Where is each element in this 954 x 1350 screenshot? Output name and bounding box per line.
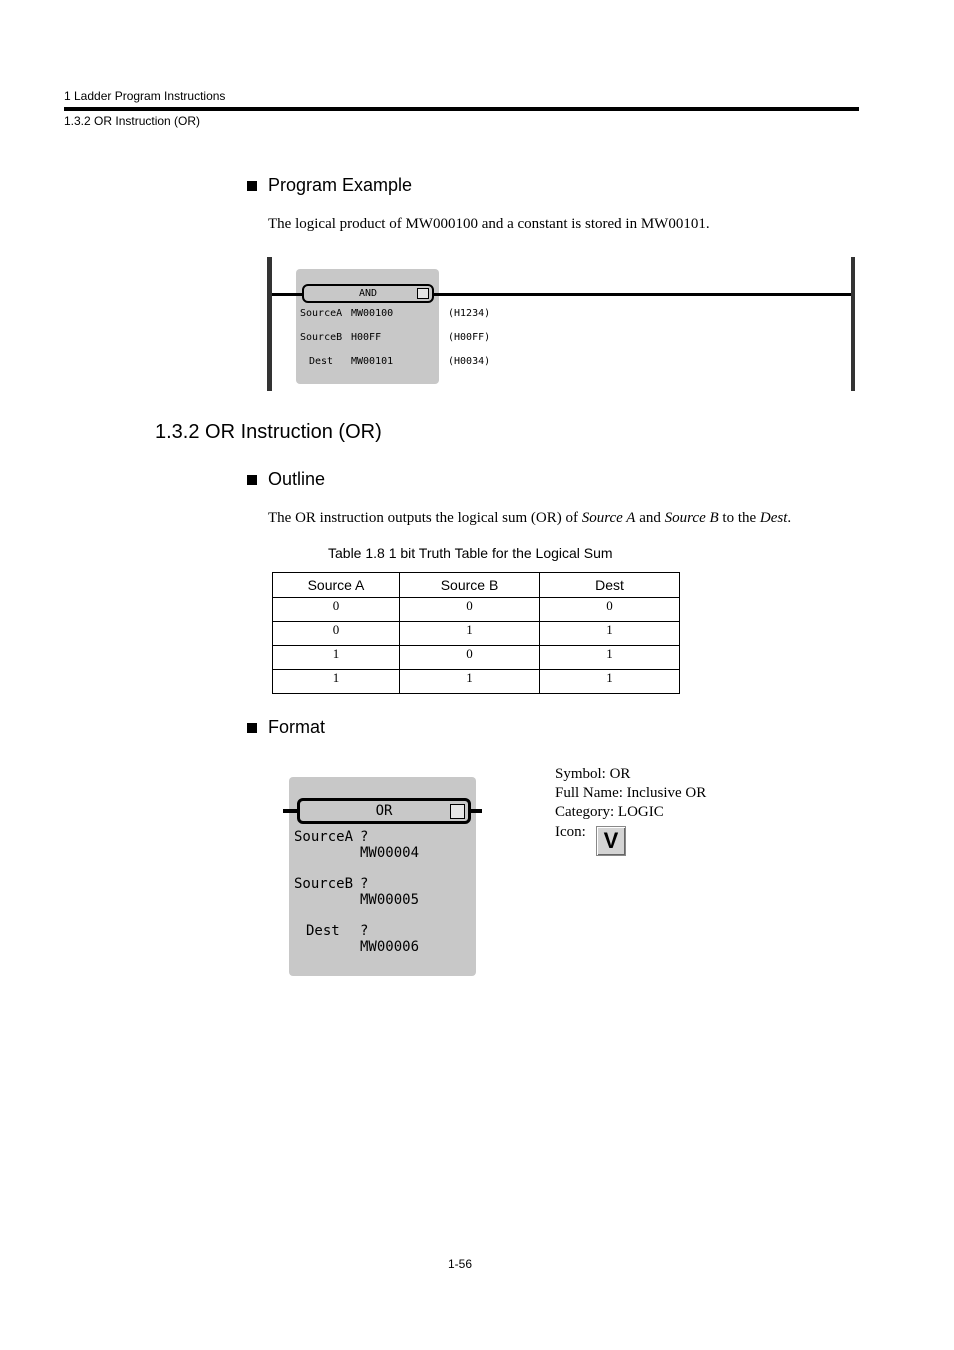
- outline-to-the: to the: [718, 510, 760, 526]
- outline-and: and: [635, 510, 665, 526]
- or-instruction-icon: [596, 826, 626, 856]
- outline-dest: Dest: [759, 510, 788, 526]
- or-icon-glyph: V: [603, 828, 619, 853]
- and-row-sourcea-comment: (H1234): [448, 308, 491, 319]
- or-row-sourceb-label: SourceB: [294, 876, 354, 892]
- table-cell: 0: [400, 646, 540, 670]
- table-cell: 0: [540, 598, 680, 622]
- table-caption: Table 1.8 1 bit Truth Table for the Logical Sum: [328, 545, 613, 561]
- outline-heading: [247, 469, 325, 490]
- table-row: [273, 622, 680, 646]
- or-row-sourceb-value: MW00005: [360, 892, 420, 908]
- or-row-dest-q: ?: [360, 923, 369, 939]
- table-cell: 0: [400, 598, 540, 622]
- and-row-dest-value: MW00101: [351, 356, 394, 367]
- right-wire: [433, 293, 851, 296]
- and-row-sourceb-comment: (H00FF): [448, 332, 491, 343]
- and-row-sourceb-value: H00FF: [351, 332, 382, 343]
- or-block-titlebar: [297, 798, 471, 824]
- right-power-rail: [851, 257, 855, 391]
- or-row-dest-label: Dest: [306, 923, 340, 939]
- and-row-sourceb-label: SourceB: [300, 332, 343, 343]
- and-row-dest-label: Dest: [309, 356, 334, 367]
- table-cell: 0: [273, 622, 400, 646]
- format-full-name: Full Name: Inclusive OR: [555, 785, 707, 801]
- or-row-dest-value: MW00006: [360, 939, 420, 955]
- bullet-square-icon: [247, 181, 257, 191]
- table-row: [273, 670, 680, 694]
- program-example-heading-text: Program Example: [268, 175, 413, 195]
- table-cell: 1: [540, 670, 680, 694]
- truth-table: [272, 572, 680, 694]
- chapter-header: 1 Ladder Program Instructions: [64, 89, 226, 103]
- or-row-sourcea-value: MW00004: [360, 845, 420, 861]
- block-menu-icon: [417, 288, 429, 299]
- outline-text: [268, 510, 791, 527]
- header-rule: [64, 107, 859, 111]
- table-header-row: [273, 573, 680, 598]
- or-block-title: OR: [375, 803, 393, 819]
- page-number: 1-56: [448, 1257, 473, 1271]
- format-heading: [247, 717, 325, 738]
- and-row-sourcea-value: MW00100: [351, 308, 394, 319]
- table-cell: 1: [273, 670, 400, 694]
- table-cell: 1: [273, 646, 400, 670]
- table-row: [273, 646, 680, 670]
- and-row-sourcea-label: SourceA: [300, 308, 343, 319]
- table-cell: 0: [273, 598, 400, 622]
- table-cell: 1: [400, 622, 540, 646]
- outline-period: .: [787, 510, 792, 526]
- table-cell: 1: [540, 646, 680, 670]
- table-header-cell: Source B: [400, 573, 540, 598]
- table-row: [273, 598, 680, 622]
- table-header-cell: Dest: [540, 573, 680, 598]
- and-block-titlebar: [302, 284, 434, 303]
- table-cell: 1: [540, 622, 680, 646]
- bullet-square-icon: [247, 475, 257, 485]
- block-menu-icon: [450, 804, 465, 819]
- format-heading-text: Format: [268, 717, 326, 737]
- left-power-rail: [267, 257, 272, 391]
- program-example-heading: [247, 175, 412, 196]
- or-row-sourcea-q: ?: [360, 829, 369, 845]
- and-block-title: AND: [358, 288, 378, 299]
- format-category: Category: LOGIC: [555, 804, 664, 820]
- format-symbol: Symbol: OR: [555, 766, 631, 782]
- outline-heading-text: Outline: [268, 469, 326, 489]
- bullet-square-icon: [247, 723, 257, 733]
- outline-source-b: Source B: [664, 510, 719, 526]
- outline-source-a: Source A: [581, 510, 636, 526]
- program-example-description: The logical product of MW000100 and a constant is stored in MW00101.: [268, 216, 710, 232]
- table-header-cell: Source A: [273, 573, 400, 598]
- and-row-dest-comment: (H0034): [448, 356, 491, 367]
- section-header: 1.3.2 OR Instruction (OR): [64, 114, 201, 128]
- left-wire: [272, 293, 302, 296]
- or-row-sourceb-q: ?: [360, 876, 369, 892]
- section-title: 1.3.2 OR Instruction (OR): [155, 421, 382, 443]
- table-cell: 1: [400, 670, 540, 694]
- or-row-sourcea-label: SourceA: [294, 829, 354, 845]
- outline-text-prefix: The OR instruction outputs the logical sum (OR) of: [268, 510, 582, 526]
- format-icon-label: Icon:: [555, 824, 586, 840]
